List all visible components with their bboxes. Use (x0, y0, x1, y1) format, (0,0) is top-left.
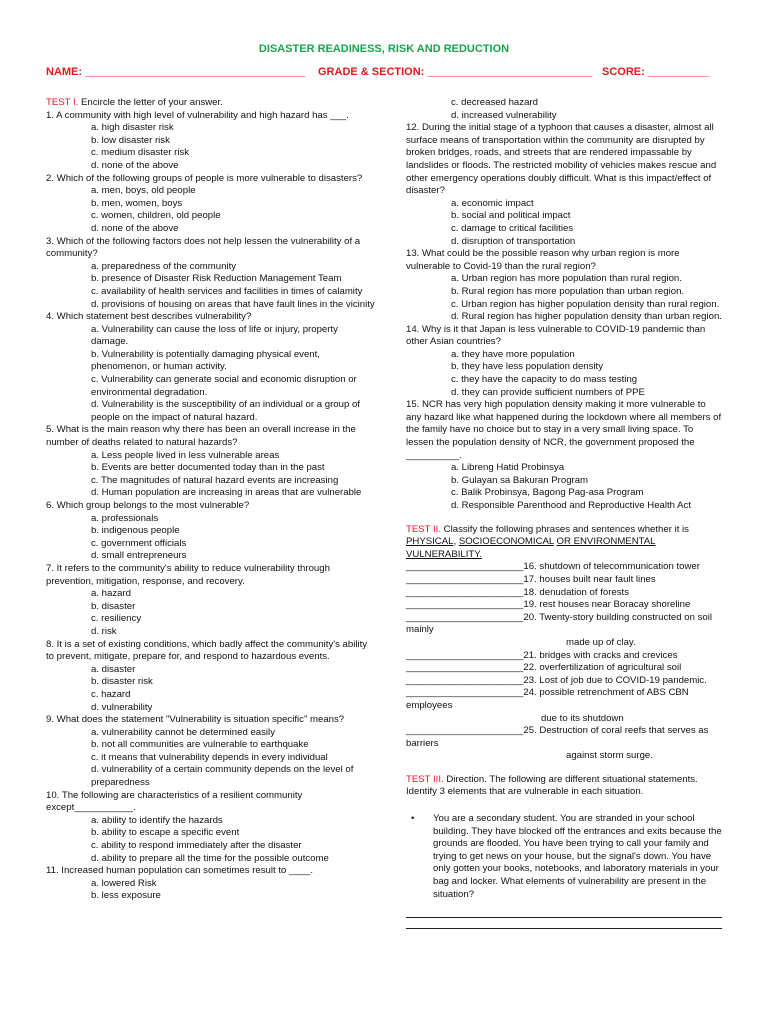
left-column (46, 97, 376, 903)
item-text: 19. rest houses near Boracay shoreline (523, 599, 691, 611)
item-text: 25. Destruction of coral reefs that serves as (523, 725, 709, 737)
answer-option[interactable]: a. disaster (91, 663, 136, 675)
item-text: 21. bridges with cracks and crevices (523, 649, 678, 661)
answer-option[interactable]: c. medium disaster risk (91, 147, 190, 159)
answer-option[interactable]: c. they have the capacity to do mass testing (451, 374, 638, 386)
answer-blank[interactable]: ______________________ (406, 573, 524, 585)
question-text: 8. It is a set of existing conditions, which badly affect the community's ability to prevent, mitigate, prepare for, and respond to hazardous events. (46, 638, 368, 663)
answer-option[interactable]: a. Urban region has more population than rural region. (451, 273, 682, 285)
category-environmental: OR ENVIRONMENTAL VULNERABILITY. (406, 536, 656, 560)
answer-option[interactable]: c. government officials (91, 537, 187, 549)
answer-option[interactable]: c. Urban region has higher population density than rural region. (451, 298, 720, 310)
answer-option[interactable]: c. The magnitudes of natural hazard events are increasing (91, 474, 339, 486)
item-text: 23. Lost of job due to COVID-19 pandemic. (523, 674, 707, 686)
answer-option[interactable]: b. low disaster risk (91, 134, 170, 146)
answer-blank[interactable]: ______________________ (406, 674, 524, 686)
test1-questions-continued (406, 122, 722, 512)
test3-instruction: Direction. The following are different situational statements. Identify 3 elements that are vulnerable in each situation. (406, 773, 698, 798)
grade-section-field[interactable]: GRADE & SECTION: ___________________________ (318, 66, 593, 78)
answer-option[interactable]: b. presence of Disaster Risk Reduction Management Team (91, 273, 342, 285)
answer-option[interactable]: c. Balik Probinsya, Bagong Pag-asa Program (451, 487, 644, 499)
answer-option[interactable]: d. vulnerability of a certain community depends on the level of preparedness (91, 764, 354, 789)
answer-option[interactable]: c. resiliency (91, 613, 142, 625)
answer-option[interactable]: d. none of the above (91, 222, 179, 234)
item-text-continued: mainly (406, 624, 434, 636)
answer-option[interactable]: c. ability to respond immediately after the disaster (91, 840, 302, 852)
answer-blank[interactable]: ______________________ (406, 687, 524, 699)
answer-option[interactable]: a. lowered Risk (91, 877, 157, 889)
category-socioeconomical: SOCIOECONOMICAL (458, 536, 554, 548)
answer-option[interactable]: a. economic impact (451, 197, 534, 209)
item-text-continued: employees (406, 699, 453, 711)
test1-instruction: Encircle the letter of your answer. (78, 97, 223, 108)
test3-heading (406, 774, 722, 799)
answer-option[interactable]: b. disaster (91, 600, 136, 612)
test1-questions (46, 110, 376, 903)
answer-option[interactable]: a. Libreng Hatid Probinsya (451, 462, 565, 474)
answer-option[interactable]: b. Gulayan sa Bakuran Program (451, 474, 589, 486)
classify-item-21[interactable] (406, 650, 722, 663)
answer-option[interactable]: b. they have less population density (451, 361, 604, 373)
answer-option[interactable]: c. women, children, old people (91, 210, 221, 222)
answer-option[interactable]: d. risk (91, 625, 117, 637)
classify-item-16[interactable] (406, 561, 722, 574)
answer-option[interactable]: b. Vulnerability is potentially damaging physical event, phenomenon, or human activity. (91, 348, 320, 373)
answer-option[interactable]: d. disruption of transportation (451, 235, 576, 247)
question-text: 6. Which group belongs to the most vulnerable? (46, 500, 250, 511)
score-field[interactable]: SCORE: __________ (602, 66, 710, 78)
test1-heading (46, 97, 376, 110)
question-text: 5. What is the main reason why there has been an overall increase in the number of deaths related to natural hazards? (46, 424, 356, 449)
answer-blank[interactable]: ______________________ (406, 725, 524, 737)
classify-item-17[interactable] (406, 574, 722, 587)
answer-option[interactable]: b. disaster risk (91, 676, 153, 688)
question-text: 10. The following are characteristics of a resilient community except___________. (46, 789, 303, 814)
item-text: 20. Twenty-story building constructed on soil (523, 611, 712, 623)
answer-option[interactable]: a. high disaster risk (91, 122, 174, 134)
answer-option[interactable]: a. Vulnerability can cause the loss of life or injury, property damage. (91, 323, 338, 348)
answer-option[interactable]: d. small entrepreneurs (91, 550, 187, 562)
item-text-continued: due to its shutdown (541, 712, 624, 724)
item-text: 24. possible retrenchment of ABS CBN (523, 687, 689, 699)
answer-option[interactable]: a. men, boys, old people (91, 185, 196, 197)
answer-option[interactable]: d. Rural region has higher population density than urban region. (451, 311, 722, 323)
answer-option[interactable]: a. they have more population (451, 348, 575, 360)
question-text: 4. Which statement best describes vulnerability? (46, 311, 252, 323)
answer-option[interactable]: c. decreased hazard (451, 97, 538, 108)
test2-label: TEST II. (406, 523, 442, 535)
question-text: 1. A community with high level of vulnerability and high hazard has ___. (46, 109, 349, 121)
item-text-continued: barriers (406, 737, 439, 749)
answer-option[interactable]: a. Less people lived in less vulnerable areas (91, 449, 280, 461)
answer-option[interactable]: a. hazard (91, 588, 132, 600)
answer-option[interactable]: d. Responsible Parenthood and Reproductive Health Act (451, 500, 691, 511)
answer-blank[interactable]: ______________________ (406, 662, 524, 674)
question-text: 11. Increased human population can sometimes result to ____. (46, 865, 314, 877)
answer-option[interactable]: d. increased vulnerability (451, 109, 557, 121)
question-text: 7. It refers to the community's ability to reduce vulnerability through prevention, mitigation, response, and recovery. (46, 562, 330, 587)
answer-option[interactable]: d. Human population are increasing in areas that are vulnerable (91, 487, 362, 499)
answer-option[interactable]: b. Rural region has more population than urban region. (451, 285, 685, 297)
classify-item-20[interactable] (406, 612, 722, 625)
classify-item-25[interactable] (406, 725, 722, 738)
right-column (406, 97, 722, 931)
answer-option[interactable]: a. ability to identify the hazards (91, 814, 223, 826)
classify-item-23[interactable] (406, 675, 722, 688)
answer-option[interactable]: b. social and political impact (451, 210, 571, 222)
test3-label: TEST III. (406, 773, 444, 785)
test2-heading (406, 524, 722, 562)
answer-lines[interactable] (406, 909, 722, 929)
answer-option[interactable]: a. vulnerability cannot be determined easily (91, 726, 275, 738)
item-text: 18. denudation of forests (523, 586, 629, 598)
answer-option[interactable]: b. men, women, boys (91, 197, 183, 209)
question-text: 14. Why is it that Japan is less vulnerable to COVID-19 pandemic than other Asian countries? (406, 323, 706, 348)
question-text: 15. NCR has very high population density making it more vulnerable to any hazard like what happened during the lockdown where all members of the family have no choice but to stay in a very small living space. To lessen the population density of NCR, the government proposed the __________. (406, 399, 722, 461)
test1-label: TEST I. (46, 97, 79, 108)
answer-option[interactable]: d. they can provide sufficient numbers of PPE (451, 386, 645, 398)
bullet-icon: • (411, 813, 415, 825)
answer-option[interactable]: c. damage to critical facilities (451, 222, 574, 234)
name-field[interactable]: NAME: ____________________________________ (46, 66, 306, 78)
answer-option[interactable]: c. it means that vulnerability depends in every individual (91, 751, 328, 763)
answer-option[interactable]: b. ability to escape a specific event (91, 827, 240, 839)
question-text: 12. During the initial stage of a typhoon that causes a disaster, almost all surface means of transportation within the community are disrupted by broken bridges, roads, and streets that are rendered impassable by landslides or floods. The restricted mobility of vehicles makes rescue and other emergency operations doubly difficult. What is this impact/effect of disaster? (406, 122, 717, 197)
answer-line[interactable] (406, 909, 722, 918)
question-text: 13. What could be the possible reason why urban region is more vulnerable to Covid-19 than the rural region? (406, 248, 680, 272)
answer-option[interactable]: c. hazard (91, 688, 131, 700)
answer-blank[interactable]: ______________________ (406, 586, 524, 598)
answer-option[interactable]: d. provisions of housing on areas that have fault lines in the vicinity (91, 298, 375, 310)
answer-blank[interactable]: ______________________ (406, 599, 524, 611)
category-physical: PHYSICAL (406, 536, 454, 548)
answer-option[interactable]: b. Events are better documented today than in the past (91, 462, 325, 474)
classify-item-18[interactable] (406, 587, 722, 600)
situation-item (411, 813, 722, 901)
answer-option[interactable]: a. professionals (91, 512, 159, 524)
answer-option[interactable]: d. none of the above (91, 159, 179, 171)
answer-option[interactable]: b. not all communities are vulnerable to earthquake (91, 739, 309, 751)
answer-blank[interactable]: ______________________ (406, 561, 524, 573)
question-text: 2. Which of the following groups of people is more vulnerable to disasters? (46, 172, 363, 184)
item-text: 22. overfertilization of agricultural soil (523, 662, 682, 674)
answer-option[interactable]: c. Vulnerability can generate social and economic disruption or environmental degradation. (91, 374, 357, 398)
test2-section (406, 524, 722, 763)
answer-option[interactable]: a. preparedness of the community (91, 260, 237, 272)
item-text-continued: against storm surge. (566, 750, 653, 762)
test2-instruction: Classify the following phrases and sentences whether it is (441, 523, 689, 535)
answer-option[interactable]: d. vulnerability (91, 701, 153, 713)
answer-option[interactable]: b. less exposure (91, 890, 161, 902)
situation-text: You are a secondary student. You are stranded in your school building. They have blocked off the entrances and exits because the grounds are flooded. You have been trying to call your family and trying to get news on your house, but the signal's down. You have only gotten your books, notebooks, and laboratory materials in your bag and locker. What elements of vulnerability are present in the situation? (433, 813, 722, 900)
item-text-continued: made up of clay. (566, 636, 636, 648)
classify-item-22[interactable] (406, 662, 722, 675)
page-title: DISASTER READINESS, RISK AND REDUCTION (258, 43, 510, 55)
answer-option[interactable]: c. availability of health services and facilities in times of calamity (91, 285, 363, 297)
answer-blank[interactable]: ______________________ (406, 649, 524, 661)
classify-item-19[interactable] (406, 599, 722, 612)
answer-option[interactable]: d. ability to prepare all the time for the possible outcome (91, 852, 329, 864)
item-text: 17. houses built near fault lines (523, 573, 656, 585)
test3-section (406, 774, 722, 929)
item-text: 16. shutdown of telecommunication tower (523, 561, 700, 573)
answer-option[interactable]: b. indigenous people (91, 525, 180, 537)
question-text: 9. What does the statement "Vulnerability is situation specific" means? (46, 714, 345, 726)
question-text: 3. Which of the following factors does not help lessen the vulnerability of a community? (46, 235, 361, 260)
answer-option[interactable]: d. Vulnerability is the susceptibility of an individual or a group of people on the impact of natural hazard. (91, 399, 360, 423)
answer-line[interactable] (406, 920, 722, 929)
question-11-continued (406, 97, 722, 122)
answer-blank[interactable]: ______________________ (406, 611, 524, 623)
classify-item-24[interactable] (406, 687, 722, 700)
separator: , (453, 536, 459, 548)
